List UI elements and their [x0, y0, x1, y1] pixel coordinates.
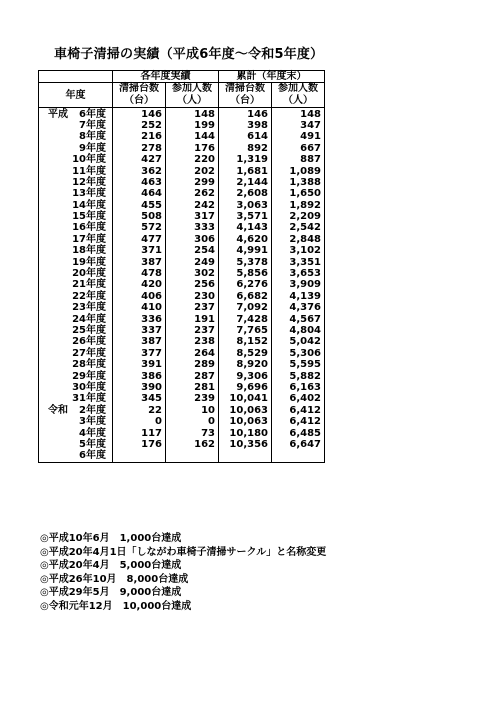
year-cell — [39, 234, 113, 245]
year-cell — [39, 370, 113, 381]
year-cell — [39, 131, 113, 142]
participants-cell: 0 — [166, 416, 219, 427]
year-label: 13年度 — [72, 188, 106, 200]
year-label: 15年度 — [72, 211, 106, 223]
cum-participants-cell: 3,102 — [272, 245, 325, 256]
cum-cleaned-cell: 6,276 — [219, 279, 272, 290]
participants-cell: 262 — [166, 188, 219, 199]
year-label: 29年度 — [72, 370, 106, 382]
cleaned-cell: 176 — [113, 439, 166, 450]
cum-cleaned-cell: 10,180 — [219, 427, 272, 438]
cum-participants-cell: 887 — [272, 154, 325, 165]
year-cell — [39, 200, 113, 211]
table-row — [39, 382, 325, 393]
cum-participants-cell: 4,139 — [272, 291, 325, 302]
cum-participants-cell: 4,804 — [272, 325, 325, 336]
cum-participants-cell: 491 — [272, 131, 325, 142]
year-label: 11年度 — [72, 165, 106, 177]
table-row — [39, 222, 325, 233]
header-blank — [39, 71, 113, 83]
cleaned-cell: 377 — [113, 348, 166, 359]
cum-cleaned-cell: 1,681 — [219, 165, 272, 176]
participants-cell: 302 — [166, 268, 219, 279]
cum-cleaned-cell: 5,378 — [219, 256, 272, 267]
table-row — [39, 131, 325, 142]
cleaned-cell: 371 — [113, 245, 166, 256]
participants-cell: 220 — [166, 154, 219, 165]
cum-participants-cell: 4,567 — [272, 313, 325, 324]
note-item: ◎平成26年10月 8,000台達成 — [40, 573, 189, 585]
cum-participants-cell: 5,042 — [272, 336, 325, 347]
cleaned-cell: 252 — [113, 120, 166, 131]
participants-cell: 239 — [166, 393, 219, 404]
cleaned-cell: 117 — [113, 427, 166, 438]
table-body — [39, 108, 325, 462]
cleaned-cell: 362 — [113, 165, 166, 176]
participants-cell: 289 — [166, 359, 219, 370]
table-row — [39, 439, 325, 450]
year-label: 4年度 — [79, 427, 106, 439]
year-cell — [39, 382, 113, 393]
year-cell — [39, 313, 113, 324]
year-cell — [39, 450, 113, 462]
year-label: 6年度 — [79, 450, 106, 462]
cum-cleaned-cell: 7,092 — [219, 302, 272, 313]
cleaned-cell: 336 — [113, 313, 166, 324]
participants-cell: 254 — [166, 245, 219, 256]
cum-participants-cell: 4,376 — [272, 302, 325, 313]
cum-participants-cell: 1,388 — [272, 177, 325, 188]
cum-cleaned-cell — [219, 450, 272, 462]
year-cell — [39, 256, 113, 267]
cum-participants-cell: 3,653 — [272, 268, 325, 279]
cum-cleaned-cell: 10,063 — [219, 416, 272, 427]
cum-participants-cell: 6,412 — [272, 416, 325, 427]
participants-cell: 191 — [166, 313, 219, 324]
notes-list — [40, 532, 326, 613]
year-label: 22年度 — [72, 290, 106, 302]
participants-cell: 10 — [166, 405, 219, 416]
cum-cleaned-cell: 9,306 — [219, 370, 272, 381]
year-cell — [39, 405, 113, 416]
participants-cell: 148 — [166, 108, 219, 120]
year-label: 10年度 — [72, 154, 106, 166]
participants-cell: 317 — [166, 211, 219, 222]
cleaned-cell: 508 — [113, 211, 166, 222]
cum-cleaned-cell: 2,144 — [219, 177, 272, 188]
cum-cleaned-cell: 8,152 — [219, 336, 272, 347]
participants-cell: 242 — [166, 200, 219, 211]
cum-cleaned-cell: 7,765 — [219, 325, 272, 336]
table-row — [39, 234, 325, 245]
year-label: 30年度 — [72, 381, 106, 393]
cum-participants-cell: 2,209 — [272, 211, 325, 222]
cum-participants-cell: 3,351 — [272, 256, 325, 267]
year-label: 14年度 — [72, 199, 106, 211]
year-label: 25年度 — [72, 325, 106, 336]
header-cum-cleaned: 清掃台数 （台） — [219, 83, 272, 108]
header-cumulative: 累計（年度末） — [219, 71, 325, 83]
participants-cell: 162 — [166, 439, 219, 450]
table-row — [39, 200, 325, 211]
cum-cleaned-cell: 4,143 — [219, 222, 272, 233]
participants-cell: 333 — [166, 222, 219, 233]
participants-cell — [166, 450, 219, 462]
cum-participants-cell: 6,647 — [272, 439, 325, 450]
year-label: 5年度 — [79, 438, 106, 450]
cleaned-cell: 464 — [113, 188, 166, 199]
cum-participants-cell — [272, 450, 325, 462]
results-table — [38, 70, 325, 463]
cum-participants-cell: 2,542 — [272, 222, 325, 233]
cleaned-cell: 463 — [113, 177, 166, 188]
year-cell — [39, 359, 113, 370]
cum-participants-cell: 5,306 — [272, 348, 325, 359]
header-year: 年度 — [39, 83, 113, 108]
table-row — [39, 165, 325, 176]
participants-cell: 249 — [166, 256, 219, 267]
table-row — [39, 188, 325, 199]
table-row — [39, 427, 325, 438]
year-cell — [39, 348, 113, 359]
table-row — [39, 279, 325, 290]
cum-cleaned-cell: 614 — [219, 131, 272, 142]
cum-cleaned-cell: 10,041 — [219, 393, 272, 404]
year-cell — [39, 268, 113, 279]
table-row — [39, 348, 325, 359]
cum-participants-cell: 6,412 — [272, 405, 325, 416]
cum-participants-cell: 1,089 — [272, 165, 325, 176]
cleaned-cell: 337 — [113, 325, 166, 336]
year-label: 19年度 — [72, 256, 106, 268]
cleaned-cell: 420 — [113, 279, 166, 290]
cum-cleaned-cell: 6,682 — [219, 291, 272, 302]
participants-cell: 202 — [166, 165, 219, 176]
year-cell — [39, 336, 113, 347]
year-label: 27年度 — [72, 347, 106, 359]
participants-cell: 199 — [166, 120, 219, 131]
participants-cell: 238 — [166, 336, 219, 347]
cleaned-cell: 278 — [113, 143, 166, 154]
cum-cleaned-cell: 4,991 — [219, 245, 272, 256]
year-label: 31年度 — [72, 393, 106, 405]
cum-participants-cell: 667 — [272, 143, 325, 154]
cleaned-cell: 0 — [113, 416, 166, 427]
table-row — [39, 336, 325, 347]
year-cell — [39, 393, 113, 404]
table-row — [39, 108, 325, 120]
year-cell — [39, 416, 113, 427]
participants-cell: 237 — [166, 325, 219, 336]
table-row — [39, 245, 325, 256]
cleaned-cell: 216 — [113, 131, 166, 142]
cleaned-cell: 427 — [113, 154, 166, 165]
year-label: 3年度 — [79, 416, 106, 428]
participants-cell: 281 — [166, 382, 219, 393]
table-row — [39, 268, 325, 279]
cum-cleaned-cell: 3,063 — [219, 200, 272, 211]
year-cell — [39, 291, 113, 302]
table-row — [39, 143, 325, 154]
cleaned-cell: 386 — [113, 370, 166, 381]
note-item: ◎平成20年4月 5,000台達成 — [40, 560, 182, 571]
cum-cleaned-cell: 9,696 — [219, 382, 272, 393]
table-row — [39, 120, 325, 131]
cum-cleaned-cell: 398 — [219, 120, 272, 131]
cleaned-cell: 146 — [113, 108, 166, 120]
table-row — [39, 359, 325, 370]
note-item: ◎平成20年4月1日「しながわ車椅子清掃サークル」と名称変更 — [40, 546, 327, 558]
year-label: 16年度 — [72, 222, 106, 234]
cleaned-cell: 478 — [113, 268, 166, 279]
year-cell — [39, 177, 113, 188]
cum-cleaned-cell: 8,529 — [219, 348, 272, 359]
year-label: 9年度 — [79, 142, 106, 154]
table-row — [39, 313, 325, 324]
table-row — [39, 211, 325, 222]
year-label: 8年度 — [79, 131, 106, 143]
cum-participants-cell: 6,163 — [272, 382, 325, 393]
year-cell — [39, 108, 113, 120]
cum-participants-cell: 3,909 — [272, 279, 325, 290]
year-cell — [39, 302, 113, 313]
participants-cell: 306 — [166, 234, 219, 245]
cum-cleaned-cell: 7,428 — [219, 313, 272, 324]
cleaned-cell: 22 — [113, 405, 166, 416]
cum-cleaned-cell: 1,319 — [219, 154, 272, 165]
participants-cell: 73 — [166, 427, 219, 438]
cum-cleaned-cell: 5,856 — [219, 268, 272, 279]
cum-cleaned-cell: 3,571 — [219, 211, 272, 222]
year-cell — [39, 279, 113, 290]
participants-cell: 264 — [166, 348, 219, 359]
cleaned-cell: 345 — [113, 393, 166, 404]
cum-participants-cell: 5,882 — [272, 370, 325, 381]
cum-participants-cell: 347 — [272, 120, 325, 131]
participants-cell: 230 — [166, 291, 219, 302]
year-label: 12年度 — [72, 176, 106, 188]
year-cell — [39, 211, 113, 222]
year-label: 23年度 — [72, 302, 106, 314]
year-label: 24年度 — [72, 313, 106, 325]
table-row — [39, 256, 325, 267]
year-cell — [39, 165, 113, 176]
year-label: 18年度 — [72, 245, 106, 257]
header-cum-participants: 参加人数 （人） — [272, 83, 325, 108]
table-row — [39, 405, 325, 416]
table-row — [39, 302, 325, 313]
cum-participants-cell: 148 — [272, 108, 325, 120]
table-row — [39, 291, 325, 302]
cum-participants-cell: 6,485 — [272, 427, 325, 438]
year-label: 17年度 — [72, 233, 106, 245]
table-row — [39, 450, 325, 462]
year-cell — [39, 143, 113, 154]
year-label: 7年度 — [79, 119, 106, 131]
cleaned-cell: 477 — [113, 234, 166, 245]
header-annual: 各年度実績 — [113, 71, 219, 83]
year-cell — [39, 222, 113, 233]
header-cleaned: 清掃台数 （台） — [113, 83, 166, 108]
year-label: 20年度 — [72, 268, 106, 280]
cum-cleaned-cell: 10,063 — [219, 405, 272, 416]
table-row — [39, 393, 325, 404]
year-label: 2年度 — [79, 404, 106, 416]
note-item: ◎令和元年12月 10,000台達成 — [40, 600, 192, 612]
year-cell — [39, 427, 113, 438]
table-row — [39, 177, 325, 188]
year-label: 28年度 — [72, 359, 106, 371]
cleaned-cell: 455 — [113, 200, 166, 211]
table-row — [39, 370, 325, 381]
note-item: ◎平成29年5月 9,000台達成 — [40, 587, 182, 598]
cum-cleaned-cell: 2,608 — [219, 188, 272, 199]
year-cell — [39, 154, 113, 165]
year-label: 6年度 — [79, 108, 106, 120]
cum-participants-cell: 5,595 — [272, 359, 325, 370]
year-cell — [39, 120, 113, 131]
table-row — [39, 154, 325, 165]
year-cell — [39, 245, 113, 256]
cum-cleaned-cell: 8,920 — [219, 359, 272, 370]
cum-cleaned-cell: 892 — [219, 143, 272, 154]
cleaned-cell: 391 — [113, 359, 166, 370]
cleaned-cell: 410 — [113, 302, 166, 313]
table-row — [39, 416, 325, 427]
participants-cell: 144 — [166, 131, 219, 142]
year-cell — [39, 439, 113, 450]
cum-cleaned-cell: 10,356 — [219, 439, 272, 450]
cum-participants-cell: 2,848 — [272, 234, 325, 245]
table-row — [39, 325, 325, 336]
cum-participants-cell: 1,892 — [272, 200, 325, 211]
year-cell — [39, 188, 113, 199]
participants-cell: 256 — [166, 279, 219, 290]
cleaned-cell: 387 — [113, 336, 166, 347]
year-label: 26年度 — [72, 336, 106, 348]
cleaned-cell: 387 — [113, 256, 166, 267]
cleaned-cell: 406 — [113, 291, 166, 302]
header-participants: 参加人数 （人） — [166, 83, 219, 108]
participants-cell: 287 — [166, 370, 219, 381]
cum-cleaned-cell: 146 — [219, 108, 272, 120]
cleaned-cell — [113, 450, 166, 462]
participants-cell: 299 — [166, 177, 219, 188]
era-label: 令和 — [48, 404, 68, 416]
era-label: 平成 — [48, 108, 68, 120]
page-title: 車椅子清掃の実績（平成6年度～令和5年度） — [54, 47, 324, 62]
year-label: 21年度 — [72, 279, 106, 291]
cleaned-cell: 390 — [113, 382, 166, 393]
cleaned-cell: 572 — [113, 222, 166, 233]
cum-participants-cell: 1,650 — [272, 188, 325, 199]
year-cell — [39, 325, 113, 336]
participants-cell: 237 — [166, 302, 219, 313]
cum-participants-cell: 6,402 — [272, 393, 325, 404]
participants-cell: 176 — [166, 143, 219, 154]
note-item: ◎平成10年6月 1,000台達成 — [40, 533, 182, 544]
cum-cleaned-cell: 4,620 — [219, 234, 272, 245]
